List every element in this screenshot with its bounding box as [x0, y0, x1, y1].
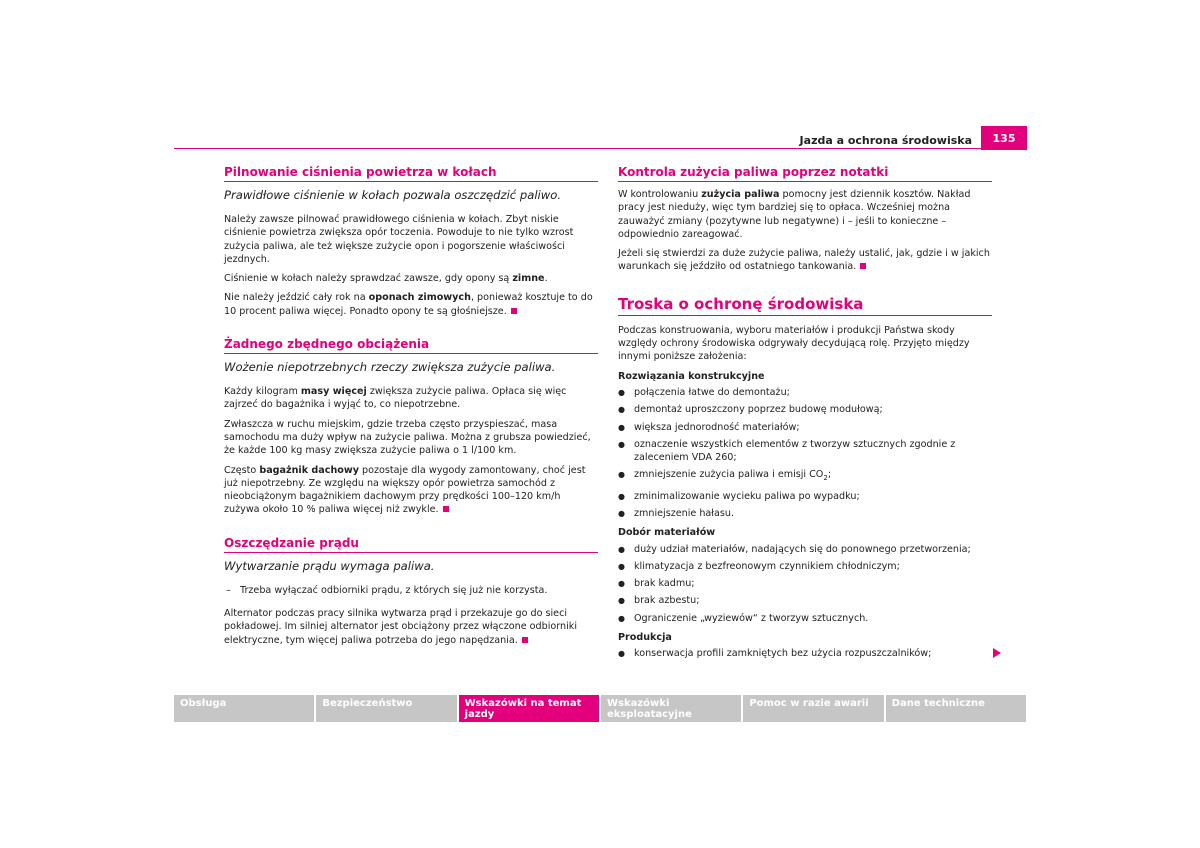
paragraph: Ciśnienie w kołach należy sprawdzać zawsze, gdy opony są zimne. — [224, 273, 548, 285]
footer-tab-bezpieczenstwo[interactable]: Bezpieczeństwo — [316, 695, 456, 722]
section-lead: Wytwarzanie prądu wymaga paliwa. — [224, 558, 435, 573]
header-rule — [174, 148, 1026, 149]
section-title-tire-pressure: Pilnowanie ciśnienia powietrza w kołach — [224, 164, 598, 182]
paragraph: Każdy kilogram masy więcej zwiększa zużycie paliwa. Opłaca się więc zajrzeć do bagażnika i wyjąć to, co niepotrzebne. — [224, 386, 567, 411]
paragraph: Podczas konstruowania, wyboru materiałów i produkcji Państwa skody względy ochrony środowiska odgrywały decydującą rolę. Przyjęto między innymi poniższe założenia: — [618, 324, 970, 363]
section-title-power: Oszczędzanie prądu — [224, 535, 598, 553]
next-page-arrow-icon[interactable] — [993, 648, 1001, 658]
paragraph: Nie należy jeździć cały rok na oponach zimowych, ponieważ kosztuje to do 10 procent paliwa więcej. Ponadto opony te są głośniejsze. — [224, 292, 593, 317]
section-title-load: Żadnego zbędnego obciążenia — [224, 336, 598, 354]
paragraph: Często bagażnik dachowy pozostaje dla wygody zamontowany, choć jest już niepotrzebny. Ze względu na większy opór powietrza samochód z nieobciążonym bagażnikiem dachowym przy prędkości 100–120 km/h zużywa około 10 % paliwa więcej niż zwykle. — [224, 464, 586, 516]
footer-tab-pomoc[interactable]: Pomoc w razie awarii — [743, 695, 883, 722]
paragraph: Jeżeli się stwierdzi za duże zużycie paliwa, należy ustalić, jak, gdzie i w jakich warunkach się jeździło od ostatniego tankowania. — [618, 248, 990, 273]
list-item: ● zmniejszenie hałasu. — [618, 507, 992, 520]
list-item: ● konserwacja profili zamkniętych bez użycia rozpuszczalników; — [618, 647, 992, 660]
list-item: ● klimatyzacja z bezfreonowym czynnikiem chłodniczym; — [618, 560, 992, 573]
paragraph: Alternator podczas pracy silnika wytwarza prąd i przekazuje go do sieci pokładowej. Im silniej alternator jest obciążony przez włączone odbiorniki elektryczne, tym więcej paliwa potrzeba do jego napędzania. — [224, 608, 577, 646]
end-mark-icon — [860, 263, 866, 269]
footer-tab-obsluga[interactable]: Obsługa — [174, 695, 314, 722]
bullet-list — [618, 543, 992, 625]
subheading: Rozwiązania konstrukcyjne — [618, 370, 765, 382]
left-column — [224, 164, 598, 653]
dash-list — [224, 584, 598, 597]
list-item: ● zminimalizowanie wycieku paliwa po wypadku; — [618, 490, 992, 503]
paragraph: W kontrolowaniu zużycia paliwa pomocny jest dziennik kosztów. Nakład pracy jest nieduży, więc tym bardziej się to opłaca. Wcześniej można zauważyć zmiany (pozytywne lub negatywne) i – jeśli to konieczne – odpowiednio zareagować. — [618, 189, 971, 240]
footer-tab-dane-techniczne[interactable]: Dane techniczne — [886, 695, 1026, 722]
footer-nav — [174, 695, 1026, 722]
list-item: ● brak kadmu; — [618, 577, 992, 590]
list-item: ● oznaczenie wszystkich elementów z tworzyw sztucznych zgodnie z zaleceniem VDA 260; — [618, 438, 992, 465]
paragraph: Zwłaszcza w ruchu miejskim, gdzie trzeba często przyspieszać, masa samochodu ma duży wpływ na zużycie paliwa. Można z grubsza powiedzieć, że każde 100 kg masy zwiększa zużycie paliwa o 1 l/100 km. — [224, 418, 591, 457]
list-item: – Trzeba wyłączać odbiorniki prądu, z których się już nie korzysta. — [224, 584, 598, 597]
footer-tab-wskazowki-jazdy[interactable]: Wskazówki na temat jazdy — [459, 695, 599, 722]
end-mark-icon — [522, 637, 528, 643]
list-item: ● Ograniczenie „wyziewów“ z tworzyw sztucznych. — [618, 612, 992, 625]
paragraph: Należy zawsze pilnować prawidłowego ciśnienia w kołach. Zbyt niskie ciśnienie powietrza zwiększa opór toczenia. Powoduje to nie tylko wzrost zużycia paliwa, ale też większe zużycie opon i pogorszenie właściwości jezdnych. — [224, 214, 574, 265]
list-item: ● demontaż uproszczony poprzez budowę modułową; — [618, 403, 992, 416]
list-item: ● brak azbestu; — [618, 594, 992, 607]
right-column — [618, 164, 992, 667]
section-title-environment: Troska o ochronę środowiska — [618, 294, 992, 316]
subheading: Produkcja — [618, 632, 672, 644]
end-mark-icon — [443, 506, 449, 512]
list-item: ● duży udział materiałów, nadających się do ponownego przetworzenia; — [618, 543, 992, 556]
bullet-list — [618, 386, 992, 520]
header-title: Jazda a ochrona środowiska — [799, 134, 972, 147]
section-title-fuel-log: Kontrola zużycia paliwa poprzez notatki — [618, 164, 992, 182]
bullet-list — [618, 647, 992, 660]
list-item: ● większa jednorodność materiałów; — [618, 421, 992, 434]
page-number: 135 — [981, 126, 1027, 150]
list-item: ● połączenia łatwe do demontażu; — [618, 386, 992, 399]
end-mark-icon — [511, 308, 517, 314]
section-lead: Prawidłowe ciśnienie w kołach pozwala oszczędzić paliwo. — [224, 188, 562, 202]
subheading: Dobór materiałów — [618, 527, 716, 539]
section-lead: Wożenie niepotrzebnych rzeczy zwiększa zużycie paliwa. — [224, 360, 556, 375]
list-item: ● zmniejszenie zużycia paliwa i emisji $CO_2$; — [618, 468, 992, 485]
footer-tab-wskazowki-eksploatacyjne[interactable]: Wskazówki eksploatacyjne — [601, 695, 741, 722]
